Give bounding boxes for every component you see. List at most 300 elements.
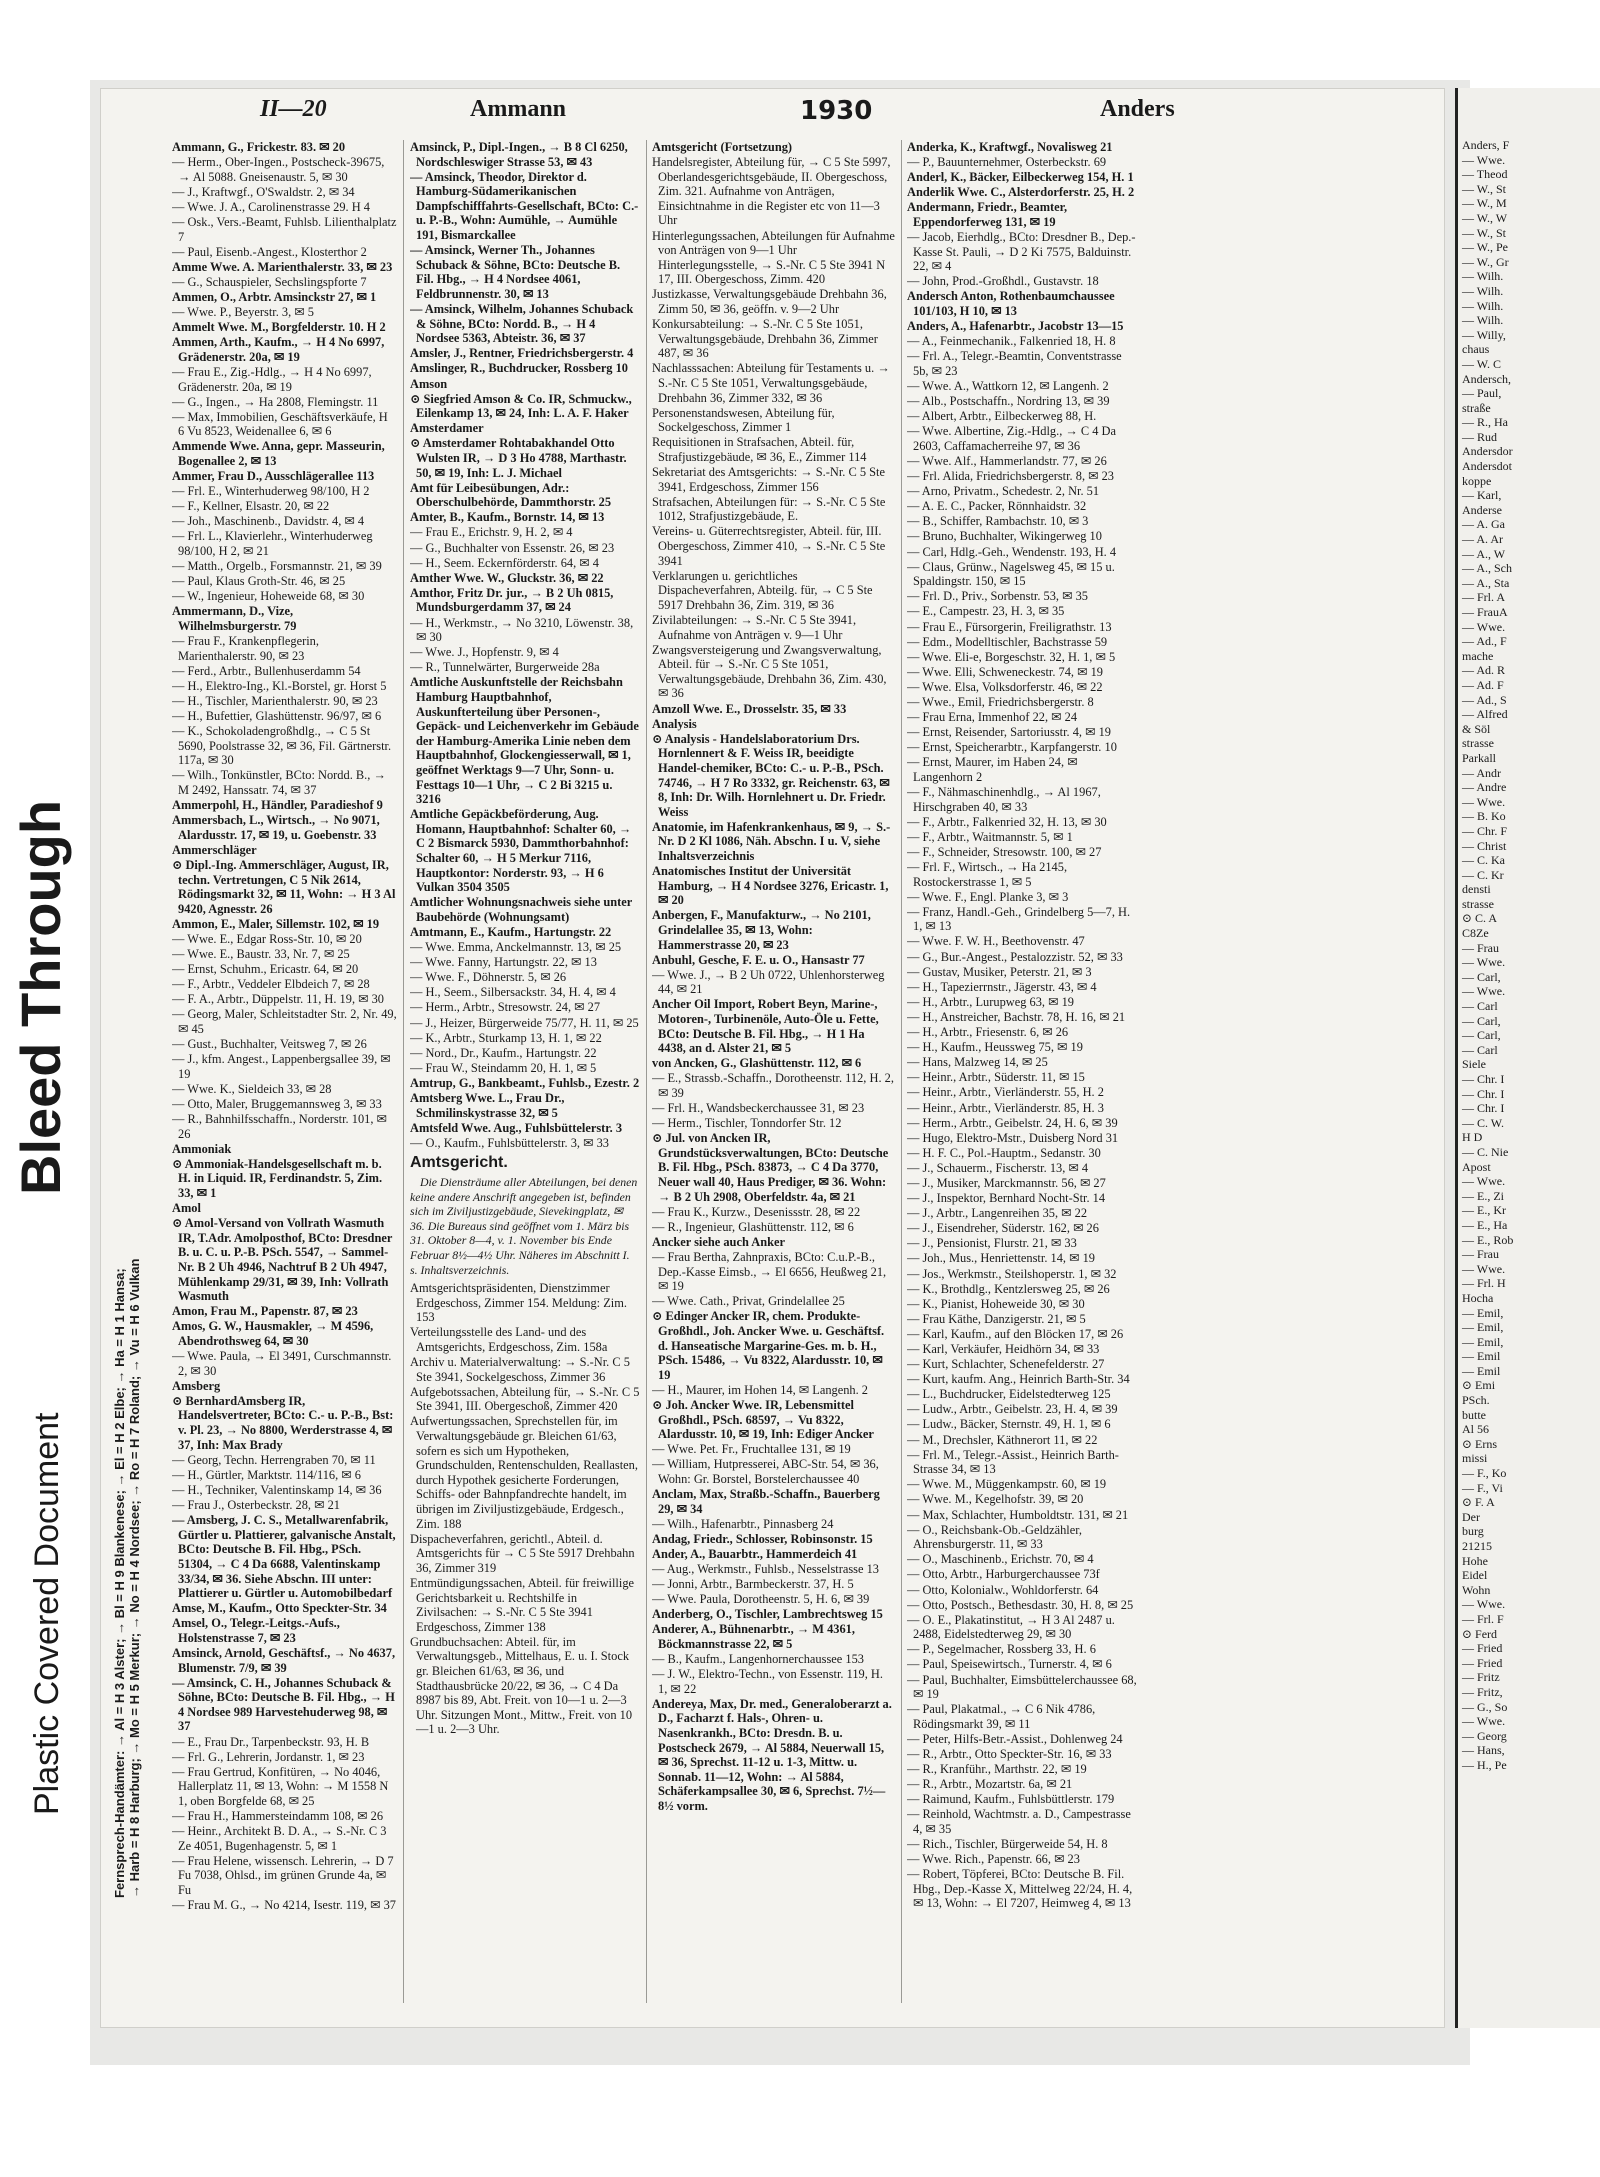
- directory-entry: — G., Schauspieler, Sechslingspforte 7: [172, 274, 367, 289]
- directory-entry: Ander, A., Bauarbtr., Hammerdeich 41: [652, 1546, 858, 1561]
- facing-page-entry: 21215: [1462, 1539, 1492, 1553]
- facing-page-entry: — A., W: [1462, 546, 1506, 561]
- directory-entry: Ammelt Wwe. M., Borgfelderstr. 10. H 2: [172, 320, 386, 335]
- directory-entry: Verklarungen u. gerichtliches Dispacheverfahren, Abteilg. für, → C 5 Ste 5917 Drehbahn 36, Zim. 319, ✉ 36: [652, 568, 873, 612]
- directory-entry: — Herm., Arbtr., Stresowstr. 24, ✉ 27: [410, 1000, 601, 1015]
- facing-page-entry: — Emil: [1462, 1349, 1501, 1364]
- directory-entry: — Peter, Hilfs-Betr.-Assist., Dohlenweg 24: [907, 1731, 1123, 1746]
- directory-entry: ⊙ Joh. Ancker Wwe. IR, Lebensmittel Großhdl., PSch. 68597, → Vu 8322, Alardusstr. 10, ✉ 19, Inh: Ediger Ancker: [652, 1397, 874, 1442]
- facing-page-entry: — Fried: [1462, 1641, 1503, 1656]
- facing-page-entry: butte: [1462, 1407, 1486, 1422]
- directory-entry: — F., Kellner, Elsastr. 20, ✉ 22: [172, 499, 330, 514]
- directory-entry: — O., Reichsbank-Ob.-Geldzähler, Ahrensburgerstr. 11, ✉ 33: [907, 1522, 1082, 1552]
- facing-page-entry: Andersdor: [1462, 444, 1513, 459]
- directory-entry: — H. F. C., Pol.-Hauptm., Sedanstr. 30: [907, 1145, 1101, 1160]
- directory-entry: — Otto, Arbtr., Harburgerchaussee 73f: [907, 1567, 1100, 1582]
- facing-page-entry: Al 56: [1462, 1422, 1489, 1437]
- directory-entry: — Albert, Arbtr., Eilbeckerweg 88, H.: [907, 409, 1097, 424]
- facing-page-entry: — Theod: [1462, 167, 1508, 182]
- directory-entry: — Frau Erna, Immenhof 22, ✉ 24: [907, 710, 1078, 725]
- directory-entry: — Paul, Buchhalter, Eimsbüttelerchaussee 68, ✉ 19: [907, 1672, 1137, 1702]
- directory-entry: — Herm., Tischler, Tonndorfer Str. 12: [652, 1116, 842, 1131]
- directory-entry: — Frl. L., Klavierlehr., Winterhuderweg 98/100, H 2, ✉ 21: [172, 529, 373, 559]
- directory-entry: — Edm., Modelltischler, Bachstrasse 59: [907, 634, 1108, 649]
- facing-page-entry: Siele: [1462, 1057, 1486, 1072]
- facing-page-entry: — FrauA: [1462, 605, 1508, 619]
- directory-entry: — Paul, Speisewirtsch., Turnerstr. 4, ✉ 6: [907, 1657, 1112, 1672]
- directory-entry: — Joh., Maschinenb., Davidstr. 4, ✉ 4: [172, 514, 365, 529]
- directory-entry: ⊙ Dipl.-Ing. Ammerschläger, August, IR, techn. Vertretungen, C 5 Nik 2614, Rödingsmarkt 32, ✉ 11, Wohn: → H 3 Al 9420, Agnesstr. 26: [172, 858, 396, 916]
- directory-entry: — Frl. G., Lehrerin, Jordanstr. 1, ✉ 23: [172, 1749, 365, 1764]
- directory-entry: — Frau K., Kurzw., Desenissstr. 28, ✉ 22: [652, 1204, 861, 1219]
- directory-entry: Andag, Friedr., Schlosser, Robinsonstr. 15: [652, 1531, 873, 1546]
- facing-page-entry: & Söl: [1462, 721, 1491, 736]
- facing-page-entry: missi: [1462, 1451, 1488, 1466]
- directory-entry: — Carl, Hdlg.-Geh., Wendenstr. 193, H. 4: [907, 544, 1117, 559]
- directory-entry: — Wwe. F., Döhnerstr. 5, ✉ 26: [410, 970, 567, 985]
- facing-page-entry: Hohe: [1462, 1553, 1488, 1568]
- directory-entry: — Frau J., Osterbeckstr. 28, ✉ 21: [172, 1498, 340, 1513]
- directory-entry: — Matth., Orgelb., Forsmannstr. 21, ✉ 39: [172, 559, 382, 574]
- facing-page-entry: — Carl: [1462, 999, 1498, 1014]
- directory-entry: — Frl. A., Telegr.-Beamtin, Conventstrasse 5b, ✉ 23: [907, 349, 1122, 378]
- directory-entry: — Ernst, Speicherarbtr., Karpfangerstr. 10: [907, 740, 1117, 755]
- directory-entry: Amsberg: [172, 1378, 221, 1393]
- directory-entry: Ancher Oil Import, Robert Beyn, Marine-, Motoren-, Turbinenöle, Auto-Öle u. Fette, BCto: Deutsche B. Fil. Hbg., → H 1 Ha 4438, an d. Alster 21, ✉ 5: [652, 997, 879, 1056]
- directory-entry: — E., Frau Dr., Tarpenbeckstr. 93, H. B: [172, 1734, 370, 1749]
- header-year: 1930: [800, 96, 873, 126]
- facing-page-entry: chaus: [1462, 342, 1490, 357]
- directory-entry: — John, Prod.-Großhdl., Gustavstr. 18: [907, 274, 1099, 289]
- directory-entry: Ammann, G., Frickestr. 83. ✉ 20: [172, 140, 346, 154]
- facing-page-entry: — F., Vi: [1462, 1480, 1503, 1495]
- directory-entry: — Karl, Verkäufer, Heidhörn 34, ✉ 33: [907, 1342, 1100, 1356]
- directory-entry: — Wwe. E., Baustr. 33, Nr. 7, ✉ 25: [172, 947, 350, 962]
- directory-entry: — Georg, Maler, Schleitstadter Str. 2, Nr. 49, ✉ 45: [172, 1007, 397, 1037]
- facing-page-entry: Hocha: [1462, 1290, 1494, 1305]
- directory-entry: — R., Kranführ., Marthstr. 22, ✉ 19: [907, 1762, 1087, 1777]
- directory-entry: ⊙ Ammoniak-Handelsgesellschaft m. b. H. in Liquid. IR, Ferdinandstr. 5, Zim. 33, ✉ 1: [172, 1156, 383, 1201]
- directory-column-3: [652, 140, 895, 2003]
- directory-entry: — H., Arbtr., Lurupweg 63, ✉ 19: [907, 994, 1074, 1009]
- facing-page-entry: Parkall: [1462, 750, 1496, 765]
- directory-entry: — Wwe. K., Sieldeich 33, ✉ 28: [172, 1081, 332, 1096]
- facing-page-entry: — Frau: [1462, 940, 1499, 955]
- directory-entry: Hinterlegungssachen, Abteilungen für Aufnahme von Anträgen von 9—1 Uhr Hinterlegungsstelle, → S.-Nr. C 5 Ste 3941 N 17, III. Obergeschoss, Zimm. 420: [652, 228, 895, 287]
- directory-entry: — Robert, Töpferei, BCto: Deutsche B. Fil. Hbg., Dep.-Kasse X, Mittelweg 22/24, H. 4, ✉ 13, Wohn: → El 7207, Heimweg 4, ✉ 13: [907, 1867, 1133, 1911]
- facing-page-entry: PSch.: [1462, 1393, 1490, 1408]
- facing-page-entry: — E., Zi: [1462, 1188, 1504, 1203]
- facing-page-entry: ⊙ C. A: [1462, 911, 1498, 926]
- directory-entry: — Frl. D., Priv., Sorbenstr. 53, ✉ 35: [907, 589, 1088, 604]
- facing-page-entry: Apost: [1462, 1159, 1491, 1174]
- directory-entry: ⊙ Siegfried Amson & Co. IR, Schmuckw., Eilenkamp 13, ✉ 24, Inh: L. A. F. Haker: [410, 391, 632, 421]
- facing-page-entry: — Wilh.: [1462, 269, 1504, 284]
- directory-entry: — Amsinck, C. H., Johannes Schuback & Söhne, BCto: Deutsche B. Fil. Hbg., → H 4 Nordsee 989 Harvestehuderweg 98, ✉ 37: [172, 1675, 395, 1734]
- facing-page-entry: Eidel: [1462, 1568, 1488, 1583]
- directory-entry: — F., Arbtr., Falkenried 32, H. 13, ✉ 30: [907, 814, 1107, 829]
- directory-entry: — Wwe., Emil, Friedrichsbergerstr. 8: [907, 694, 1094, 709]
- directory-entry: Amol: [172, 1201, 201, 1216]
- directory-entry: — Frl. Alida, Friedrichsbergerstr. 8, ✉ 23: [907, 469, 1115, 484]
- directory-entry: — Wilh., Tonkünstler, BCto: Nordd. B., → M 2492, Hanssatr. 74, ✉ 37: [172, 768, 386, 798]
- directory-entry: — J., Inspektor, Bernhard Nocht-Str. 14: [907, 1191, 1106, 1206]
- facing-page-entry: — Chr. I: [1462, 1101, 1505, 1116]
- directory-entry: — Claus, Grünw., Nagelsweg 45, ✉ 15 u. Spaldingstr. 150, ✉ 15: [907, 559, 1115, 589]
- directory-entry: — Frau Helene, wissensch. Lehrerin, → D 7 Fu 7038, Ohlsd., im grünen Grunde 4a, ✉ Fu: [172, 1853, 394, 1897]
- directory-entry: — Wwe. Pet. Fr., Fruchtallee 131, ✉ 19: [652, 1442, 851, 1457]
- directory-entry: Amter, B., Kaufm., Bornstr. 14, ✉ 13: [410, 510, 605, 525]
- directory-entry: — J., Kraftwgf., O'Swaldstr. 2, ✉ 34: [172, 184, 355, 199]
- facing-page-entry: — Georg: [1462, 1728, 1507, 1743]
- directory-entry: — Hans, Malzweg 14, ✉ 25: [907, 1055, 1048, 1070]
- facing-page-entry: — C. W.: [1462, 1115, 1505, 1130]
- directory-entry: — Wwe. Fanny, Hartungstr. 22, ✉ 13: [410, 955, 597, 970]
- facing-page-entry: — Frl. H: [1462, 1276, 1506, 1291]
- directory-entry: — M., Drechsler, Käthnerort 11, ✉ 22: [907, 1432, 1098, 1447]
- directory-entry: Anbergen, F., Manufakturw., → No 2101, Grindelallee 35, ✉ 13, Wohn: Hammerstrasse 20, ✉ 23: [652, 908, 871, 952]
- directory-entry: — Wwe. Alf., Hammerlandstr. 77, ✉ 26: [907, 453, 1107, 468]
- directory-entry: — Nord., Dr., Kaufm., Hartungstr. 22: [410, 1045, 597, 1060]
- facing-page-entry: strasse: [1462, 736, 1494, 751]
- header-last-entry: Anders: [1100, 96, 1175, 122]
- facing-page-entry: — A., Sta: [1462, 575, 1510, 590]
- directory-entry: Dispacheverfahren, gerichtl., Abteil. d. Amtsgerichts für → C 5 Ste 5917 Drehbahn 36, Zimmer 319: [410, 1531, 635, 1575]
- facing-page-entry: — Andr: [1462, 765, 1501, 780]
- facing-page-entry: — Wilh.: [1462, 298, 1504, 313]
- directory-entry: — J., Eisendreher, Süderstr. 162, ✉ 26: [907, 1221, 1099, 1236]
- directory-entry: — Joh., Mus., Henriettenstr. 14, ✉ 19: [907, 1251, 1095, 1266]
- directory-entry: — Otto, Kolonialw., Wohldorferstr. 64: [907, 1582, 1099, 1597]
- directory-entry: Ammoniak: [172, 1141, 232, 1156]
- facing-page-entry: — Ad., F: [1462, 634, 1507, 649]
- directory-entry: — Wwe. J., → B 2 Uh 0722, Uhlenhorsterweg 44, ✉ 21: [652, 967, 885, 997]
- facing-page-entry: — Fritz: [1462, 1670, 1500, 1685]
- directory-entry: Ammon, E., Maler, Sillemstr. 102, ✉ 19: [172, 916, 380, 931]
- directory-entry: Grundbuchsachen: Abteil. für, im Verwaltungsgeb., Mittelhaus, E. u. I. Stock gr. Bleichen 61/63, ✉ 36, und Stadthausbrücke 20/22, ✉ 36, → C 4 Da 8987 bis 89, Abt. Freit. von 10—1 u. 2—3 Uhr. Sitzungen Mont., Mittw., Freit. von 10—1 u. 2—3 Uhr.: [410, 1634, 633, 1737]
- facing-page-entry: — Alfred: [1462, 707, 1508, 722]
- directory-entry: Amzoll Wwe. E., Drosselstr. 35, ✉ 33: [652, 701, 847, 716]
- directory-entry: — J., kfm. Angest., Lappenbergsallee 39, ✉ 19: [172, 1052, 391, 1081]
- directory-entry: — Amsinck, Werner Th., Johannes Schuback & Söhne, BCto: Deutsche B. Fil. Hbg., → H 4 Nordsee 4061, Feldbrunnenstr. 30, ✉ 13: [410, 243, 621, 301]
- facing-page-entry: — C. Kr: [1462, 867, 1504, 882]
- directory-entry: Amtmann, E., Kaufm., Hartungstr. 22: [410, 924, 612, 939]
- directory-entry: — K., Pianist, Hoheweide 30, ✉ 30: [907, 1296, 1085, 1311]
- directory-entry: Zivilabteilungen: → S.-Nr. C 5 Ste 3941, Aufnahme von Anträgen v. 9—1 Uhr: [652, 613, 857, 642]
- facing-page-entry: C8Ze: [1462, 926, 1489, 941]
- facing-page-entry: — W., W: [1462, 210, 1508, 225]
- facing-page-entry: — E., Rob: [1462, 1232, 1514, 1247]
- directory-entry: Amtsfeld Wwe. Aug., Fuhlsbüttelerstr. 3: [410, 1120, 623, 1135]
- directory-entry: — Heinr., Arbtr., Süderstr. 11, ✉ 15: [907, 1070, 1085, 1085]
- facing-page-entry: koppe: [1462, 473, 1492, 488]
- facing-page-entry: burg: [1462, 1524, 1484, 1539]
- directory-entry: — A. E. C., Packer, Rönnhaidstr. 32: [907, 499, 1087, 514]
- facing-page-entry: — C. Nie: [1462, 1144, 1509, 1159]
- directory-entry: — Otto, Postsch., Bethesdastr. 30, H. 8, ✉ 25: [907, 1597, 1134, 1612]
- facing-page-entry: — Wilh.: [1462, 283, 1504, 298]
- facing-page-entry: — Emil,: [1462, 1334, 1504, 1349]
- telephone-exchange-legend: [112, 578, 142, 1898]
- directory-entry: — Ernst, Schuhm., Ericastr. 64, ✉ 20: [172, 962, 359, 977]
- directory-entry: — O., Kaufm., Fuhlsbüttelerstr. 3, ✉ 33: [410, 1135, 609, 1150]
- directory-entry: — R., Arbtr., Mozartstr. 6a, ✉ 21: [907, 1777, 1073, 1792]
- directory-entry: — Georg, Techn. Herrengraben 70, ✉ 11: [172, 1452, 376, 1467]
- directory-entry: — Wwe. F. W. H., Beethovenstr. 47: [907, 934, 1085, 949]
- facing-page-entry: — Wwe.: [1462, 1261, 1506, 1276]
- facing-page-entry: — E., Kr: [1462, 1203, 1506, 1218]
- facing-page-entry: ⊙ Ferd: [1462, 1626, 1498, 1641]
- directory-entry: — William, Hutpresserei, ABC-Str. 54, ✉ 36, Wohn: Gr. Borstel, Borstelerchaussee 40: [652, 1457, 879, 1486]
- directory-entry: Requisitionen in Strafsachen, Abteil. für, Strafjustizgebäude, ✉ 36, E., Zimmer 114: [652, 435, 867, 464]
- facing-page-entry: — Frl. F: [1462, 1611, 1504, 1626]
- directory-entry: Konkursabteilung: → S.-Nr. C 5 Ste 1051, Verwaltungsgebäude, Drehbahn 36, Zimmer 487, ✉ 36: [652, 317, 878, 361]
- facing-page-entry: Andersch,: [1462, 371, 1511, 386]
- directory-entry: Verteilungsstelle des Land- und des Amtsgerichts, Erdgeschoss, Zim. 158a: [410, 1325, 608, 1354]
- directory-entry: — Herm., Ober-Ingen., Postscheck-39675, → Al 5088. Gneisenaustr. 5, ✉ 30: [172, 155, 385, 184]
- directory-entry: Anderka, K., Kraftwgf., Novalisweg 21: [907, 140, 1113, 154]
- directory-entry: — J., Schauerm., Fischerstr. 13, ✉ 4: [907, 1160, 1089, 1175]
- directory-entry: — Wwe. M., Kegelhofstr. 39, ✉ 20: [907, 1492, 1084, 1507]
- directory-entry: — Wilh., Hafenarbtr., Pinnasberg 24: [652, 1516, 834, 1531]
- directory-entry: — Frau F., Krankenpflegerin, Marienthalerstr. 90, ✉ 23: [172, 634, 319, 663]
- plastic-covered-label: Plastic Covered Document: [28, 1412, 66, 1815]
- directory-entry: Ammersbach, L., Wirtsch., → No 9071, Alardusstr. 17, ✉ 19, u. Goebenstr. 33: [172, 813, 380, 842]
- directory-entry: — Frau Bertha, Zahnpraxis, BCto: C.u.P.-B., Dep.-Kasse Eimsb., → El 6656, Heußweg 21, ✉ 19: [652, 1250, 887, 1294]
- directory-entry: — J., Musiker, Marckmannstr. 56, ✉ 27: [907, 1175, 1106, 1190]
- directory-entry: — Ludw., Arbtr., Geibelstr. 23, H. 4, ✉ 39: [907, 1402, 1118, 1417]
- directory-entry: ⊙ Edinger Ancker IR, chem. Produkte-Großhdl., Joh. Ancker Wwe. u. Geschäftsf. d. Hanseatische Margarine-Ges. m. b. H., PSch. 15486, → Vu 8322, Alardusstr. 10, ✉ 19: [652, 1309, 885, 1382]
- directory-entry: ⊙ Jul. von Ancken IR, Grundstücksverwaltungen, BCto: Deutsche B. Fil. Hbg., PSch. 83873, → C 4 Da 3770, Neuer wall 40, Haus Prediger, ✉ 36. Wohn: → B 2 Uh 2908, Oberfeldstr. 4a, ✉ 21: [652, 1131, 889, 1204]
- directory-entry: — F. A., Arbtr., Düppelstr. 11, H. 19, ✉ 30: [172, 992, 385, 1007]
- facing-page-entry: — Wwe.: [1462, 152, 1506, 167]
- directory-entry: — Wwe. A., Wattkorn 12, ✉ Langenh. 2: [907, 379, 1109, 393]
- directory-entry: — Frau E., Fürsorgerin, Freiligrathstr. 13: [907, 619, 1112, 634]
- directory-entry: Amtsberg Wwe. L., Frau Dr., Schmilinskystrasse 32, ✉ 5: [410, 1091, 565, 1120]
- directory-entry: — J., Arbtr., Langenreihen 35, ✉ 22: [907, 1206, 1088, 1221]
- directory-entry: — Paul, Plakatmal., → C 6 Nik 4786, Rödingsmarkt 39, ✉ 11: [907, 1702, 1096, 1731]
- directory-entry: — K., Schokoladengroßhdlg., → C 5 St 5690, Poolstrasse 32, ✉ 36, Fil. Gärtnerstr. 117a, ✉ 30: [172, 724, 392, 768]
- directory-entry: — Wwe. Cath., Privat, Grindelallee 25: [652, 1294, 845, 1309]
- directory-entry: — Heinr., Arbtr., Vierländerstr. 55, H. 2: [907, 1085, 1104, 1100]
- column-divider: [901, 140, 902, 2003]
- directory-entry: — K., Brothdlg., Kentzlersweg 25, ✉ 26: [907, 1281, 1110, 1296]
- directory-entry: — H., Techniker, Valentinskamp 14, ✉ 36: [172, 1482, 382, 1497]
- facing-page-entry: ⊙ F. A: [1462, 1495, 1495, 1510]
- directory-entry: Anderberg, O., Tischler, Lambrechtsweg 15: [652, 1607, 883, 1622]
- directory-entry: ⊙ BernhardAmsberg IR, Handelsvertreter, BCto: C.- u. P.-B., Bst: v. Pl. 23, → No 8800, Werderstrasse 4, ✉ 37, Inh: Max Brady: [172, 1393, 394, 1452]
- directory-entry: Ammer, Frau D., Ausschlägerallee 113: [172, 469, 375, 484]
- directory-entry: — J., Pensionist, Flurstr. 21, ✉ 33: [907, 1236, 1077, 1251]
- directory-entry: — Frau H., Hammersteindamm 108, ✉ 26: [172, 1809, 384, 1823]
- directory-entry: — Rich., Tischler, Bürgerweide 54, H. 8: [907, 1837, 1108, 1852]
- directory-entry: — H., Anstreicher, Bachstr. 78, H. 16, ✉ 21: [907, 1009, 1126, 1024]
- facing-page-entry: — E., Ha: [1462, 1217, 1508, 1232]
- directory-entry: — Wwe. Emma, Anckelmannstr. 13, ✉ 25: [410, 940, 622, 955]
- directory-entry: — Aug., Werkmstr., Fuhlsb., Nesselstrasse 13: [652, 1562, 879, 1576]
- facing-page-entry: — Wwe.: [1462, 794, 1506, 809]
- facing-page-entry: — Carl,: [1462, 1028, 1501, 1043]
- directory-entry: — Ernst, Maurer, im Haben 24, ✉ Langenhorn 2: [907, 755, 1078, 784]
- directory-entry: Amsinck, Arnold, Geschäftsf., → No 4637, Blumenstr. 7/9, ✉ 39: [172, 1645, 396, 1675]
- directory-entry: — G., Buchhalter von Essenstr. 26, ✉ 23: [410, 540, 615, 555]
- directory-entry: — Wwe. J., Hopfenstr. 9, ✉ 4: [410, 645, 559, 660]
- directory-entry: Amsel, O., Telegr.-Leitgs.-Aufs., Holstenstrasse 7, ✉ 23: [172, 1616, 340, 1645]
- facing-page-fragment: [1455, 88, 1600, 2028]
- facing-page-entry: — Wwe.: [1462, 1597, 1506, 1612]
- directory-entry: — F., Schneider, Stresowstr. 100, ✉ 27: [907, 844, 1102, 859]
- directory-entry: — E., Strassb.-Schaffn., Dorotheenstr. 112, H. 2, ✉ 39: [652, 1071, 894, 1100]
- facing-page-entry: — W., St: [1462, 225, 1507, 240]
- directory-entry: Personenstandswesen, Abteilung für, Sockelgeschoss, Zimmer 1: [652, 405, 835, 435]
- directory-entry: ⊙ Amsterdamer Rohtabakhandel Otto Wulsten IR, → D 3 Ho 4788, Marthastr. 50, ✉ 19, Inh: L. J. Michael: [410, 436, 627, 480]
- directory-entry: von Ancken, G., Glashüttenstr. 112, ✉ 6: [652, 1056, 862, 1071]
- directory-entry: Andereya, Max, Dr. med., Generaloberarzt a. D., Facharzt f. Hals-, Ohren- u. Nasenkrankh., BCto: Dresdn. B. u. Postscheck 2679, → Al 5884, Neuerwall 15, ✉ 36, Sprechst. 11-12 u. 1-3, Mittw. u. Sonnab. 11—12, Wohn: → Al 5884, Schäferkampsallee 30, ✉ 6, Sprechst. 7½—8½ vorm.: [652, 1696, 892, 1813]
- directory-entry: — W., Ingenieur, Hoheweide 68, ✉ 30: [172, 589, 365, 604]
- bleed-through-label: Bleed Through: [9, 799, 72, 1195]
- directory-entry: — Wwe. E., Edgar Ross-Str. 10, ✉ 20: [172, 931, 362, 946]
- directory-entry: — Wwe. M., Müggenkampstr. 60, ✉ 19: [907, 1477, 1107, 1492]
- facing-page-entry: — Ad. F: [1462, 677, 1504, 692]
- directory-entry: — Jonni, Arbtr., Barmbeckerstr. 37, H. 5: [652, 1577, 854, 1592]
- facing-page-entry: — Carl,: [1462, 1013, 1501, 1028]
- facing-page-entry: straße: [1462, 400, 1491, 415]
- facing-page-entry: ⊙ Erns: [1462, 1436, 1498, 1451]
- directory-entry: — Wwe. Paula, Dorotheenstr. 5, H. 6, ✉ 39: [652, 1592, 870, 1607]
- directory-entry: Amtlicher Wohnungsnachweis siehe unter Baubehörde (Wohnungsamt): [410, 895, 633, 924]
- directory-entry: — P., Bauunternehmer, Osterbeckstr. 69: [907, 155, 1107, 170]
- facing-page-entry: — Wwe.: [1462, 984, 1506, 999]
- facing-page-entry: Anders, F: [1462, 138, 1510, 152]
- facing-page-entry: — A. Ga: [1462, 517, 1505, 532]
- facing-page-entry: — Fried: [1462, 1655, 1503, 1670]
- directory-entry: — H., Gürtler, Marktstr. 114/116, ✉ 6: [172, 1467, 361, 1482]
- directory-entry: Amme Wwe. A. Marienthalerstr. 33, ✉ 23: [172, 259, 393, 274]
- directory-entry: — Gustav, Musiker, Peterstr. 21, ✉ 3: [907, 964, 1092, 979]
- facing-page-entry: — H., Pe: [1462, 1757, 1507, 1772]
- facing-page-entry: — W., Pe: [1462, 240, 1509, 255]
- directory-entry: — Arno, Privatm., Schedestr. 2, Nr. 51: [907, 484, 1100, 499]
- directory-entry: Handelsregister, Abteilung für, → C 5 Ste 5997, Oberlandesgerichtsgebäude, II. Obergeschoss, Zim. 321. Aufnahme von Anträgen, Einsichtnahme in die Register etc von 11—3 Uhr: [652, 155, 891, 228]
- directory-entry: — Kurt, Schlachter, Schenefelderstr. 27: [907, 1357, 1105, 1372]
- directory-entry: Anderlik Wwe. C., Alsterdorferstr. 25, H. 2: [907, 185, 1135, 200]
- directory-entry: Anatomisches Institut der Universität Hamburg, → H 4 Nordsee 3276, Ericastr. 1, ✉ 20: [652, 864, 889, 908]
- directory-entry: Anderer, A., Bühnenarbtr., → M 4361, Böckmannstrasse 22, ✉ 5: [652, 1622, 855, 1651]
- facing-page-entry: Andersdot: [1462, 459, 1512, 474]
- facing-page-entry: — Chr. I: [1462, 1086, 1505, 1101]
- directory-entry: Strafsachen, Abteilungen für: → S.-Nr. C 5 Ste 1012, Strafjustizgebäude, E.: [652, 494, 886, 524]
- facing-page-entry: densti: [1462, 882, 1491, 897]
- column-divider: [646, 140, 647, 2003]
- directory-entry: — P., Segelmacher, Rossberg 33, H. 6: [907, 1642, 1096, 1657]
- directory-page: [100, 88, 1445, 2028]
- directory-entry: — H., Seem. Eckernförderstr. 64, ✉ 4: [410, 555, 599, 570]
- bottom-margin: [0, 2066, 1600, 2177]
- directory-entry: Amos, G. W., Hausmakler, → M 4596, Abendrothsweg 64, ✉ 30: [172, 1319, 374, 1348]
- section-note: Die Diensträume aller Abteilungen, bei denen keine andere Anschrift angegeben ist, befinden sich im Ziviljustizgebäude, Sievekingplatz, ✉ 36. Die Bureaus sind geöffnet vom 1. März bis 31. Oktober 8—4, v. 1. November bis Ende Februar 8½—4½ Uhr. Näheres im Abschnitt I. s. Inhaltsverzeichnis.: [410, 1174, 638, 1277]
- directory-entry: — Otto, Maler, Bruggemannsweg 3, ✉ 33: [172, 1097, 382, 1111]
- directory-entry: — B., Kaufm., Langenhornerchaussee 153: [652, 1652, 864, 1667]
- directory-entry: — Raimund, Kaufm., Fuhlsbüttlerstr. 179: [907, 1792, 1115, 1807]
- facing-page-entry: — Paul,: [1462, 386, 1502, 401]
- directory-entry: — H., Bufettier, Glashüttenstr. 96/97, ✉ 6: [172, 709, 382, 724]
- directory-entry: — Karl, Kaufm., auf den Blöcken 17, ✉ 26: [907, 1326, 1124, 1341]
- directory-entry: Ammende Wwe. Anna, gepr. Masseurin, Bogenallee 2, ✉ 13: [172, 439, 385, 468]
- directory-entry: Nachlasssachen: Abteilung für Testaments u. → S.-Nr. C 5 Ste 1051, Verwaltungsgebäude, Drehbahn 36, Zimmer 332, ✉ 36: [652, 361, 890, 405]
- directory-entry: Vereins- u. Güterrechtsregister, Abteil. für, III. Obergeschoss, Zimmer 410, → S.-Nr. C 5 Ste 3941: [652, 524, 886, 568]
- directory-column-1: [172, 140, 397, 2003]
- directory-entry: Amthor, Fritz Dr. jur., → B 2 Uh 0815, Mundsburgerdamm 37, ✉ 24: [410, 585, 614, 615]
- directory-entry: — Ferd., Arbtr., Bullenhuserdamm 54: [172, 663, 361, 678]
- facing-page-entry: — Wwe.: [1462, 619, 1506, 634]
- directory-entry: — H., Arbtr., Friesenstr. 6, ✉ 26: [907, 1025, 1069, 1040]
- directory-entry: Ammen, O., Arbtr. Amsinckstr 27, ✉ 1: [172, 289, 377, 304]
- directory-entry: Analysis: [652, 716, 697, 731]
- directory-entry: Ammerschläger: [172, 842, 257, 857]
- section-heading: Amtsgericht.: [410, 1154, 508, 1172]
- directory-entry: — Wwe. Paula, → El 3491, Curschmannstr. 2, ✉ 30: [172, 1349, 392, 1378]
- facing-page-entry: — Frau: [1462, 1247, 1499, 1262]
- facing-page-entry: — A. Ar: [1462, 532, 1504, 547]
- facing-page-entry: — Fritz,: [1462, 1684, 1503, 1699]
- directory-column-2: [410, 140, 640, 2003]
- directory-entry: Amson: [410, 376, 448, 391]
- facing-page-entry: — R., Ha: [1462, 415, 1508, 430]
- directory-entry: — Gust., Buchhalter, Veitsweg 7, ✉ 26: [172, 1037, 367, 1052]
- directory-entry: Justizkasse, Verwaltungsgebäude Drehbahn 36, Zimm 50, ✉ 36, geöffn. v. 9—2 Uhr: [652, 287, 887, 317]
- directory-entry: Aufwertungssachen, Sprechstellen für, im Verwaltungsgebäude gr. Bleichen 61/63, sofern es sich um Hypotheken, Grundschulden, Rentenschulden, Reallasten, durch Hypothek gesicherte Forderungen, Schiffs- oder Bahnpfandrechte handelt, im übrigen im Ziviljustizgebäude, Erdgesch., Zim. 188: [410, 1414, 638, 1531]
- directory-entry: — Max, Immobilien, Geschäftsverkäufe, H 6 Vu 8523, Weidenallee 6, ✉ 6: [172, 409, 388, 439]
- directory-entry: Amsler, J., Rentner, Friedrichsbergerstr. 4: [410, 346, 634, 361]
- directory-entry: — Ludw., Bäcker, Sternstr. 49, H. 1, ✉ 6: [907, 1417, 1111, 1432]
- directory-entry: Entmündigungssachen, Abteil. für freiwillige Gerichtsbarkeit u. Rechtshilfe in Zivilsachen: → S.-Nr. C 5 Ste 3941 Erdgeschoss, Zimmer 138: [410, 1576, 635, 1634]
- directory-entry: — H., Tapezierrnstr., Jägerstr. 43, ✉ 4: [907, 979, 1097, 994]
- facing-page-entry: — A., Sch: [1462, 561, 1513, 576]
- directory-entry: Amtrup, G., Bankbeamt., Fuhlsb., Ezestr. 2: [410, 1075, 640, 1090]
- directory-entry: — H., Maurer, im Hohen 14, ✉ Langenh. 2: [652, 1382, 869, 1397]
- directory-entry: — O., Maschinenb., Erichstr. 70, ✉ 4: [907, 1552, 1094, 1567]
- directory-entry: Anders, A., Hafenarbtr., Jacobstr 13—15: [907, 319, 1124, 334]
- facing-page-entry: Anderse: [1462, 502, 1502, 517]
- directory-entry: Anderl, K., Bäcker, Eilbeckerweg 154, H. 1: [907, 170, 1134, 185]
- directory-entry: — Wwe. Elsa, Volksdorferstr. 46, ✉ 22: [907, 679, 1103, 694]
- facing-page-entry: — W., St: [1462, 181, 1507, 196]
- facing-page-entry: — Carl,: [1462, 969, 1501, 984]
- directory-entry: Andersch Anton, Rothenbaumchaussee 101/103, H 10, ✉ 13: [907, 289, 1115, 319]
- directory-entry: — R., Ingenieur, Glashüttenstr. 112, ✉ 6: [652, 1219, 854, 1234]
- directory-entry: — Wwe. Albertine, Zig.-Hdlg., → C 4 Da 2603, Caffamacherreihe 97, ✉ 36: [907, 424, 1117, 453]
- directory-entry: — Herm., Arbtr., Geibelstr. 24, H. 6, ✉ 39: [907, 1115, 1118, 1130]
- facing-page-entries: [1458, 88, 1600, 1773]
- facing-page-entry: — Wwe.: [1462, 1714, 1506, 1729]
- facing-page-entry: — Hans,: [1462, 1743, 1505, 1758]
- directory-entry: — Wwe. J. A., Carolinenstrasse 29. H 4: [172, 199, 370, 214]
- directory-entry: — H., Seem., Silbersackstr. 34, H. 4, ✉ 4: [410, 985, 616, 1000]
- directory-entry: — Frl. M., Telegr.-Assist., Heinrich Barth-Strasse 34, ✉ 13: [907, 1447, 1119, 1477]
- directory-entry: — Wwe. Elli, Schweneckestr. 74, ✉ 19: [907, 664, 1103, 679]
- directory-entry: Amtliche Gepäckbeförderung, Aug. Homann, Hauptbahnhof: Schalter 60, → C 2 Bismarck 5930, Dammthorbahnhof: Schalter 60, → H 5 Merkur 7116, Hauptkontor: Norderstr. 93, → H 6 Vulkan 3504 3505: [410, 807, 632, 895]
- directory-entry: — Max, Schlachter, Humboldtstr. 131, ✉ 21: [907, 1507, 1129, 1522]
- directory-entry: — R., Arbtr., Otto Speckter-Str. 16, ✉ 33: [907, 1747, 1112, 1762]
- facing-page-entry: — W., M: [1462, 196, 1507, 211]
- directory-entry: Ammen, Arth., Kaufm., → H 4 No 6997, Grädenerstr. 20a, ✉ 19: [172, 335, 385, 364]
- directory-entry: — Frau M. G., → No 4214, Isestr. 119, ✉ 37: [172, 1898, 396, 1913]
- facing-page-entry: Der: [1462, 1509, 1480, 1524]
- directory-entry: — Amsinck, Theodor, Direktor d. Hamburg-Südamerikanischen Dampfschifffahrts-Gesellschaft, BCto: C.- u. P.-B., Wohn: Aumühle, → Aumühle 191, Bismarckallee: [410, 169, 639, 243]
- facing-page-entry: — Christ: [1462, 838, 1507, 853]
- facing-page-entry: — C. Ka: [1462, 853, 1505, 868]
- facing-page-entry: — Wilh.: [1462, 313, 1504, 328]
